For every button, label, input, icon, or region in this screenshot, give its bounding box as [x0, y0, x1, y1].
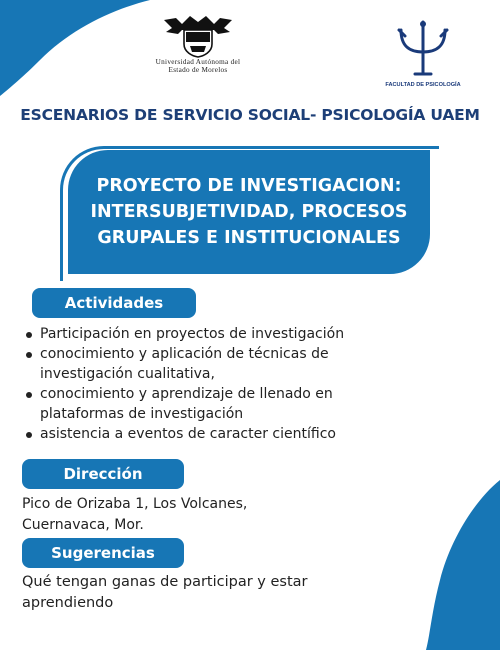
top-left-blue-wave: [0, 0, 150, 100]
project-title-line: PROYECTO DE INVESTIGACION:: [96, 176, 402, 196]
list-item-text: asistencia a eventos de caracter científico: [40, 426, 336, 442]
address-line: Cuernavaca, Mor.: [22, 517, 144, 533]
uaem-shield-icon: [160, 14, 236, 58]
project-box: [68, 150, 430, 274]
list-item: [22, 384, 492, 424]
uaem-logo: [138, 14, 258, 74]
list-item: [22, 424, 492, 444]
bottom-right-blue-wave: [420, 480, 500, 650]
list-item-text: Participación en proyectos de investigación: [40, 326, 345, 342]
activities-heading: Actividades: [32, 288, 196, 318]
uaem-name-line1: Universidad Autónoma del: [155, 58, 241, 66]
list-item: [22, 324, 492, 344]
activities-list: [22, 324, 492, 444]
project-title-line: GRUPALES E INSTITUCIONALES: [97, 228, 401, 248]
list-item-text: conocimiento y aprendizaje de llenado en: [40, 386, 333, 402]
page-title: ESCENARIOS DE SERVICIO SOCIAL- PSICOLOGÍA UAEM: [20, 106, 480, 124]
psychology-faculty-caption: FACULTAD DE PSICOLOGÍA: [385, 82, 461, 88]
suggestions-text: [22, 572, 402, 614]
address-text: [22, 494, 322, 536]
uaem-name-line2: Estado de Morelos: [168, 66, 228, 74]
list-item-text: investigación cualitativa,: [40, 366, 215, 382]
psi-trident-icon: [391, 16, 455, 80]
list-item-text: plataformas de investigación: [40, 406, 244, 422]
project-title-line: INTERSUBJETIVIDAD, PROCESOS: [90, 202, 408, 222]
suggestions-line: Qué tengan ganas de participar y estar: [22, 574, 308, 590]
address-line: Pico de Orizaba 1, Los Volcanes,: [22, 496, 248, 512]
suggestions-heading: Sugerencias: [22, 538, 184, 568]
list-item: [22, 344, 492, 384]
list-item-text: conocimiento y aplicación de técnicas de: [40, 346, 329, 362]
suggestions-line: aprendiendo: [22, 595, 114, 611]
address-heading: Dirección: [22, 459, 184, 489]
psychology-faculty-logo: [378, 16, 468, 88]
